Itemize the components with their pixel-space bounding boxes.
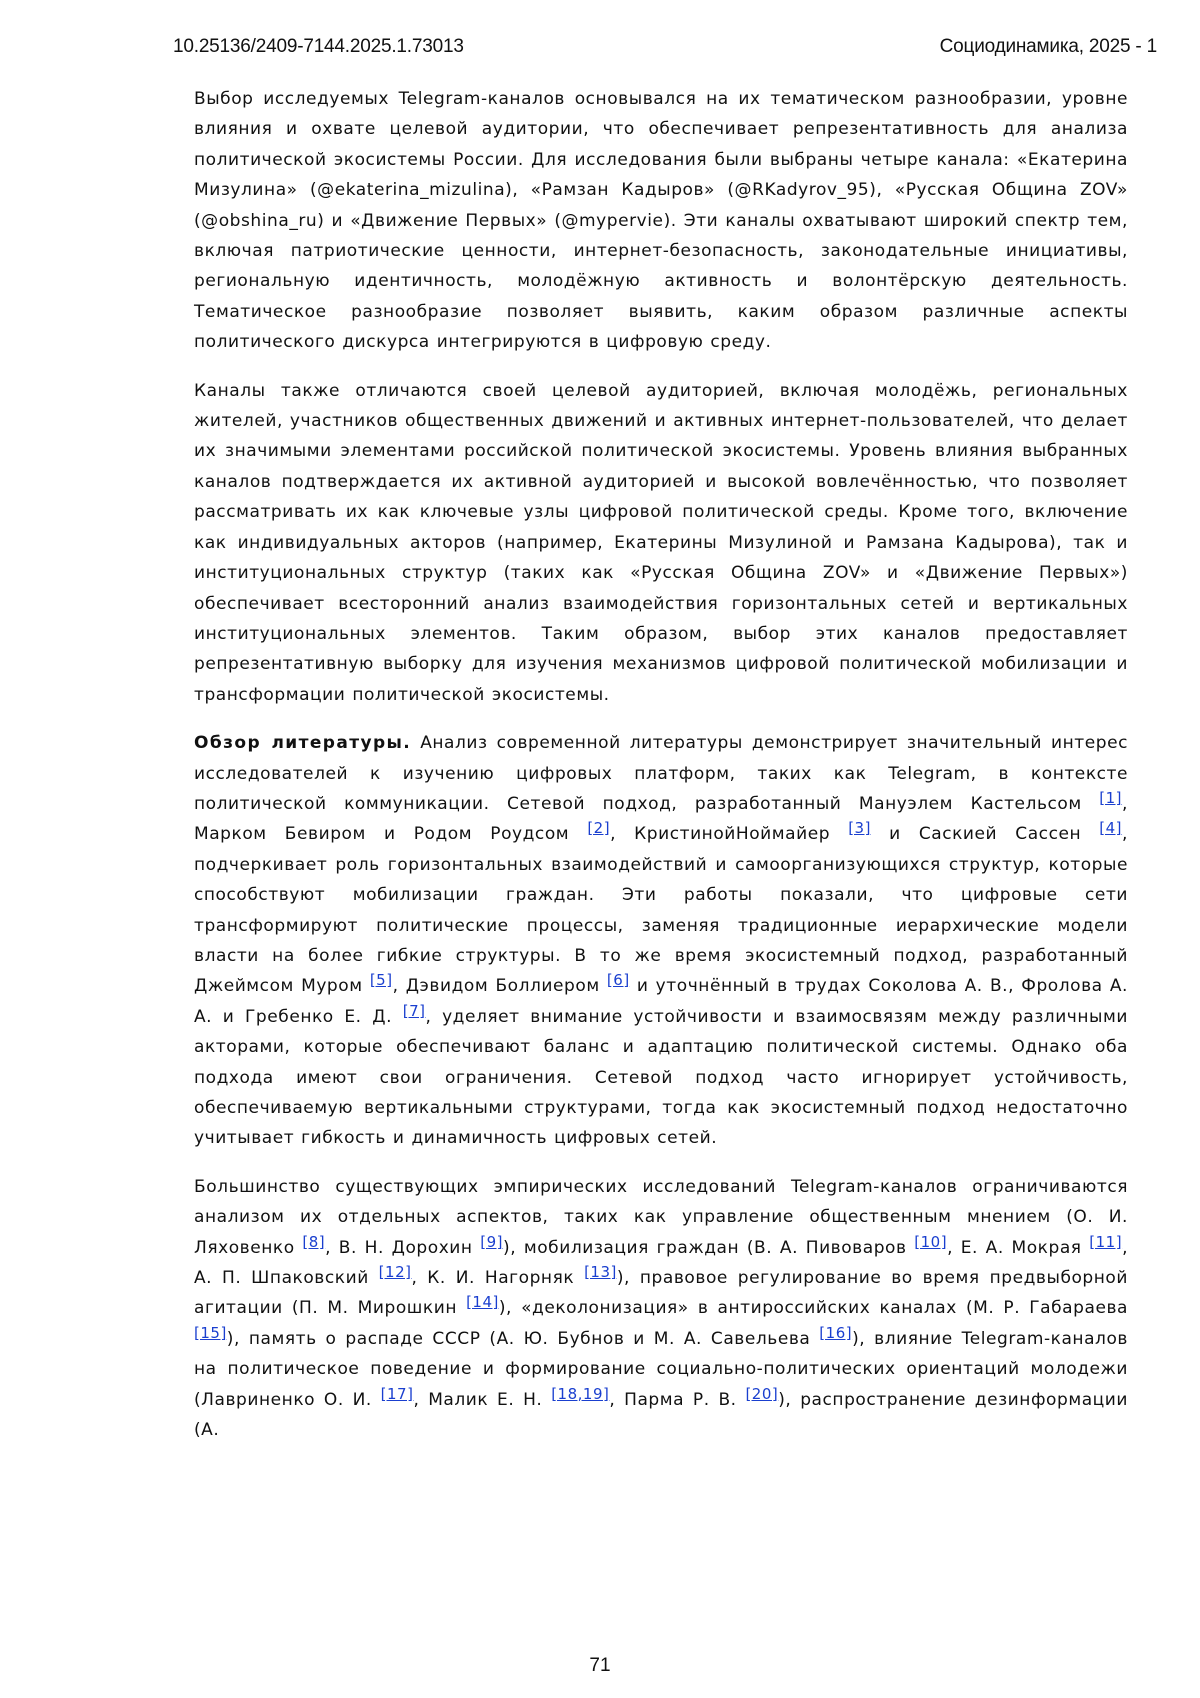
citation-link[interactable]: [20]: [745, 1385, 778, 1403]
paragraph-channel-selection: Выбор исследуемых Telegram-каналов основывался на их тематическом разнообразии, уровне влияния и охвате целевой аудитории, что обеспечивает репрезентативность для анализа политической экосистемы России. Для исследования были выбраны четыре канала: «Екатерина Мизулина» (@ekaterina_mizulina), «Рамзан Кадыров» (@RKadyrov_95), «Русская Община ZOV» (@obshina_ru) и «Движение Первых» (@mypervie). Эти каналы охватывают широкий спектр тем, включая патриотические ценности, интернет-безопасность, законодательные инициативы, региональную идентичность, молодёжную активность и волонтёрскую деятельность. Тематическое разнообразие позволяет выявить, каким образом различные аспекты политического дискурса интегрируются в цифровую среду.: [194, 84, 1128, 358]
paragraph-empirical-studies: Большинство существующих эмпирических исследований Telegram-каналов ограничиваются анализом их отдельных аспектов, таких как управление общественным мнением (О. И. Ляховенко [8], В. Н. Дорохин [9]), мобилизация граждан (В. А. Пивоваров [10], Е. А. Мокрая [11], А. П. Шпаковский [12], К. И. Нагорняк [13]), правовое регулирование во время предвыборной агитации (П. М. Мирошкин [14]), «деколонизация» в антироссийских каналах (М. Р. Габараева [15]), память о распаде СССР (А. Ю. Бубнов и М. А. Савельева [16]), влияние Telegram-каналов на политическое поведение и формирование социально-политических ориентаций молодежи (Лавриненко О. И. [17], Малик Е. Н. [18,19], Парма Р. В. [20]), распространение дезинформации (А.: [194, 1172, 1128, 1446]
citation-link[interactable]: [5]: [370, 971, 393, 989]
citation-link[interactable]: [7]: [403, 1002, 426, 1020]
paragraph-literature-review: Обзор литературы. Анализ современной литературы демонстрирует значительный интерес исследователей к изучению цифровых платформ, таких как Telegram, в контексте политической коммуникации. Сетевой подход, разработанный Мануэлем Кастельсом [1], Марком Бевиром и Родом Роудсом [2], КристинойНоймайер [3] и Саскией Сассен [4], подчеркивает роль горизонтальных взаимодействий и самоорганизующихся структур, которые способствуют мобилизации граждан. Эти работы показали, что цифровые сети трансформируют политические процессы, заменяя традиционные иерархические модели власти на более гибкие структуры. В то же время экосистемный подход, разработанный Джеймсом Муром [5], Дэвидом Боллиером [6] и уточнённый в трудах Соколова А. В., Фролова А. А. и Гребенко Е. Д. [7], уделяет внимание устойчивости и взаимосвязям между различными акторами, которые обеспечивают баланс и адаптацию политической системы. Однако оба подхода имеют свои ограничения. Сетевой подход часто игнорирует устойчивость, обеспечиваемую вертикальными структурами, тогда как экосистемный подход недостаточно учитывает гибкость и динамичность цифровых сетей.: [194, 728, 1128, 1154]
citation-link[interactable]: [13]: [584, 1263, 617, 1281]
section-heading: Обзор литературы.: [194, 733, 411, 753]
citation-link[interactable]: [3]: [848, 819, 871, 837]
citation-link[interactable]: [16]: [819, 1324, 852, 1342]
journal-title: Социодинамика, 2025 - 1: [940, 36, 1157, 58]
citation-link[interactable]: [6]: [607, 971, 630, 989]
citation-link[interactable]: [1]: [1099, 789, 1122, 807]
citation-link[interactable]: [8]: [302, 1233, 325, 1251]
citation-link[interactable]: [12]: [379, 1263, 412, 1281]
citation-link[interactable]: [9]: [480, 1233, 503, 1251]
article-body: [194, 84, 1128, 1463]
paragraph-audience: Каналы также отличаются своей целевой аудиторией, включая молодёжь, региональных жителей, участников общественных движений и активных интернет-пользователей, что делает их значимыми элементами российской политической экосистемы. Уровень влияния выбранных каналов подтверждается их активной аудиторией и высокой вовлечённостью, что позволяет рассматривать их как ключевые узлы цифровой политической среды. Кроме того, включение как индивидуальных акторов (например, Екатерины Мизулиной и Рамзана Кадырова), так и институциональных структур (таких как «Русская Община ZOV» и «Движение Первых») обеспечивает всесторонний анализ взаимодействия горизонтальных сетей и вертикальных институциональных элементов. Таким образом, выбор этих каналов предоставляет репрезентативную выборку для изучения механизмов цифровой политической мобилизации и трансформации политической экосистемы.: [194, 376, 1128, 710]
citation-link[interactable]: [2]: [587, 819, 610, 837]
page-number: 71: [0, 1655, 1200, 1677]
citation-link[interactable]: [14]: [466, 1293, 499, 1311]
citation-link[interactable]: [15]: [194, 1324, 227, 1342]
doi: 10.25136/2409-7144.2025.1.73013: [173, 36, 464, 58]
citation-link[interactable]: [11]: [1089, 1233, 1122, 1251]
citation-link[interactable]: [18,19]: [551, 1385, 609, 1403]
citation-link[interactable]: [17]: [381, 1385, 414, 1403]
citation-link[interactable]: [10]: [914, 1233, 947, 1251]
citation-link[interactable]: [4]: [1099, 819, 1122, 837]
